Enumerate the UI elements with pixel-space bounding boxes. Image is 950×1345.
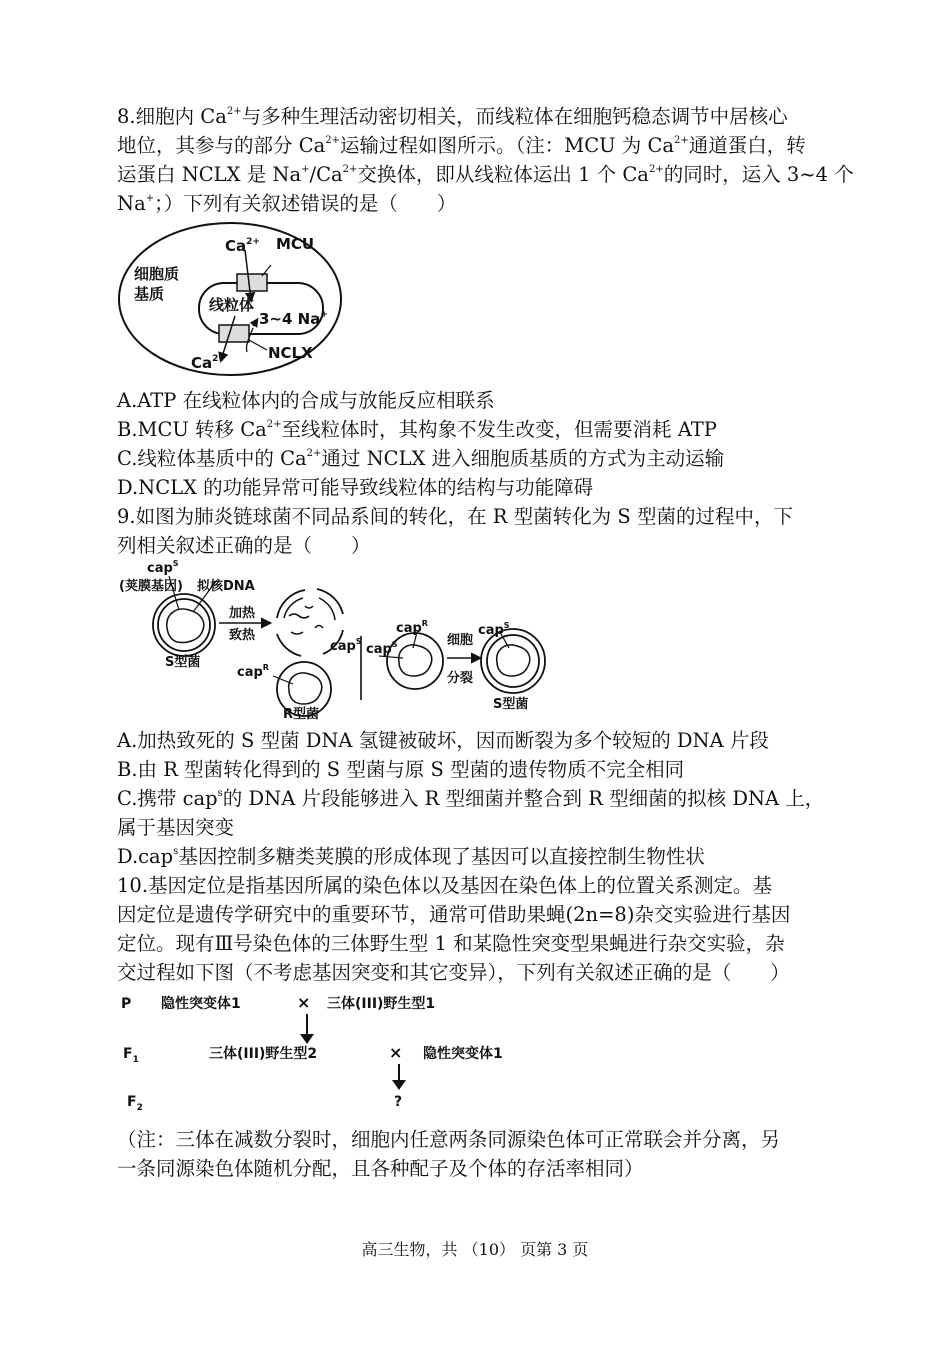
- mcu-channel: [237, 274, 267, 291]
- dna-fragment-2: [305, 606, 313, 608]
- r-type-dna: [289, 673, 322, 704]
- broken-wall-4: [277, 634, 301, 656]
- ca-bottom-label: $Ca^{2+}$: [191, 354, 226, 372]
- f1-parent1: 三体(III)野生型2: [209, 1046, 318, 1062]
- heat-label-2: 致热: [229, 628, 256, 643]
- q10-note-line2: 一条同源染色体随机分配，且各种配子及个体的存活率相同）: [117, 1157, 644, 1180]
- result-s-cell: [487, 635, 539, 687]
- q9-option-b: B.由 R 型菌转化得到的 S 型菌与原 S 型菌的遗传物质不完全相同: [117, 758, 685, 781]
- caps4-label: cap$^S$: [478, 621, 510, 638]
- q8-stem-line4: Na+；）下列有关叙述错误的是（ ）: [117, 192, 457, 215]
- q8-stem-line2: 地位，其参与的部分 $Ca^{2+}$运输过程如图所示。（注：MCU 为 $Ca^{2+}$通道蛋白，转: [117, 134, 806, 157]
- f1-cross-symbol: ×: [389, 1043, 403, 1062]
- na-in-arrow: [253, 320, 257, 326]
- mcu-label: MCU: [276, 235, 315, 253]
- caps2-label: cap$^S$: [330, 637, 362, 654]
- nclx-pointer: [249, 340, 267, 350]
- p-generation-label: P: [121, 996, 132, 1012]
- q8-option-d: D.NCLX 的功能异常可能导致线粒体的结构与功能障碍: [117, 476, 594, 499]
- q8-option-c: C.线粒体基质中的 $Ca^{2+}$通过 NCLX 进入细胞质基质的方式为主动运输: [117, 447, 725, 470]
- nclx-exchanger: [219, 325, 249, 342]
- q8-stem-line3: 运蛋白 NCLX 是 $Na^+/Ca^{2+}$交换体，即从线粒体运出 1 个 $Ca^{2+}$的同时，运入 3~4 个: [117, 163, 854, 186]
- q9-option-d: D.cap$^s$基因控制多糖类荚膜的形成体现了基因可以直接控制生物性状: [117, 845, 705, 868]
- cytoplasm-label-1: 细胞质: [134, 265, 180, 283]
- division-label-2: 分裂: [447, 671, 474, 686]
- cytoplasm-label-2: 基质: [134, 285, 165, 303]
- s-type-dna: [167, 609, 204, 643]
- q10-stem-line3: 定位。现有Ⅲ号染色体的三体野生型 1 和某隐性突变型果蝇进行杂交实验，杂: [117, 932, 785, 955]
- page-footer: 高三生物，共 （10） 页第 3 页: [361, 1240, 589, 1259]
- ca-top-label: $Ca^{2+}$: [225, 237, 260, 255]
- capsule-gene-label: (荚膜基因): [119, 579, 183, 594]
- q9-stem-line2: 列相关叙述正确的是（ ）: [117, 534, 371, 557]
- na-label: 3~4 Na+: [259, 310, 328, 328]
- q10-stem-line2: 因定位是遗传学研究中的重要环节，通常可借助果蝇(2n=8)杂交实验进行基因: [117, 903, 791, 926]
- f1-to-f2-arrow-head: [392, 1080, 406, 1090]
- q10-cross-diagram: [117, 988, 557, 1116]
- q10-stem-line1: 10.基因定位是指基因所属的染色体以及基因在染色体上的位置关系测定。基: [117, 874, 773, 897]
- q9-transformation-figure: [117, 558, 557, 724]
- q10-note-line1: （注：三体在减数分裂时，细胞内任意两条同源染色体可正常联会并分离，另: [117, 1128, 781, 1151]
- f1-parent2: 隐性突变体1: [423, 1046, 503, 1062]
- q10-stem-line4: 交过程如下图（不考虑基因突变和其它变异），下列有关叙述正确的是（ ）: [117, 961, 790, 984]
- r-type-label: R型菌: [283, 707, 320, 722]
- capr-label: cap$^R$: [237, 663, 269, 680]
- f1-generation-label: $F_1$: [123, 1046, 139, 1065]
- result-s-type-label: S型菌: [493, 697, 529, 712]
- q8-option-b: B.MCU 转移 $Ca^{2+}$至线粒体时，其构象不发生改变，但需要消耗 ATP: [117, 418, 717, 441]
- broken-wall-1: [277, 590, 305, 618]
- broken-wall-2: [317, 589, 343, 614]
- p-cross-symbol: ×: [297, 993, 311, 1012]
- q9-stem-line1: 9.如图为肺炎链球菌不同品系间的转化，在 R 型菌转化为 S 型菌的过程中，下: [117, 505, 793, 528]
- q9-option-a: A.加热致死的 S 型菌 DNA 氢键被破坏，因而断裂为多个较短的 DNA 片段: [117, 729, 769, 752]
- q8-stem-line1: 8.细胞内 $Ca^{2+}$与多种生理活动密切相关，而线粒体在细胞钙稳态调节中居核心: [117, 105, 788, 128]
- dna-fragment-1: [289, 614, 309, 618]
- mitochondrion-label: 线粒体: [209, 296, 255, 314]
- caps3-label: cap$^S$: [366, 640, 398, 657]
- heat-label-1: 加热: [229, 606, 256, 621]
- q8-option-a: A.ATP 在线粒体内的合成与放能反应相联系: [117, 389, 495, 412]
- p-parent1: 隐性突变体1: [161, 996, 241, 1012]
- q9-option-c-line1: C.携带 cap$^s$的 DNA 片段能够进入 R 型细菌并整合到 R 型细菌的拟核 DNA 上，: [117, 787, 825, 810]
- caps-label: cap$^S$: [147, 559, 179, 576]
- s-type-label: S型菌: [165, 655, 201, 670]
- f2-generation-label: $F_2$: [127, 1094, 143, 1113]
- division-label-1: 细胞: [447, 633, 474, 648]
- s-type-capsule: [153, 594, 215, 656]
- q8-mitochondria-figure: [117, 220, 347, 380]
- f2-result: ?: [394, 1094, 403, 1110]
- result-s-dna: [497, 645, 530, 676]
- nclx-label: NCLX: [268, 344, 313, 362]
- p-parent2: 三体(III)野生型1: [327, 996, 436, 1012]
- nucleoid-label: 拟核DNA: [197, 579, 255, 594]
- capr2-label: cap$^R$: [396, 619, 428, 636]
- q9-option-c-line2: 属于基因突变: [117, 816, 235, 839]
- dna-fragment-3: [291, 632, 303, 634]
- result-s-capsule: [481, 629, 545, 693]
- p-to-f1-arrow-head: [300, 1034, 314, 1044]
- transformed-dna: [399, 645, 432, 676]
- dna-fragment-4: [315, 626, 323, 629]
